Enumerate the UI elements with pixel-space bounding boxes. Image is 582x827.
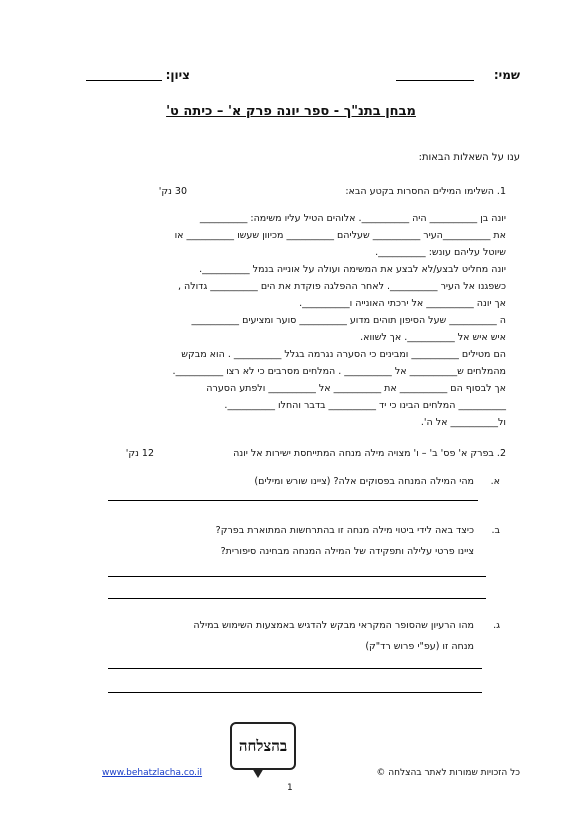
answer-line[interactable] <box>108 668 482 669</box>
q1-line: איש איש אל __________. אך לשווא. <box>360 332 506 343</box>
q1-points: 30 נק' <box>158 186 187 197</box>
footer-copyright: כל הזכויות שמורות לאתר בהצלחה © <box>376 768 520 778</box>
page-number: 1 <box>287 783 293 793</box>
q2a-text: מהי המילה המנחה בפסוקים אלה? (ציינו שורש ומילים) <box>254 476 474 487</box>
answer-line[interactable] <box>108 576 486 577</box>
q2c-letter: ג. <box>493 620 500 631</box>
page-title: מבחן בתנ"ך - ספר יונה פרק א' – כיתה ט' <box>166 104 416 119</box>
grade-field[interactable] <box>86 80 162 81</box>
q1-line: יונה מחליט לבצע/לא לבצע את המשימה ועולה על אונייה בנמל __________. <box>199 264 506 275</box>
q1-line: שיוטל עליהם עונש: __________. <box>375 247 506 258</box>
q2b-text2: ציינו פרטי עלילה ותפקידה של המילה המנחה מבחינה סיפורית? <box>220 546 474 557</box>
q1-line: יונה בן __________ היה __________. אלוהים הטיל עליו משימה: __________ <box>199 213 506 224</box>
q1-line: אך לבסוף הם __________ את __________ אל __________ ולפתע הסערה <box>206 383 506 394</box>
q1-line: מהמלחים ש__________ אל __________ . המלחים מסרבים כי לא רצו __________. <box>172 366 506 377</box>
q1-line: ה __________ שעל הסיפון תוהים מדוע __________ סוער ומציעים __________ <box>191 315 506 326</box>
q2c-text1: מהו הרעיון שהסופר המקראי מבקש להדגיש באמצעות השימוש במילה <box>193 620 474 631</box>
q2b-text1: כיצד באה לידי ביטוי מילה מנחה זו בהתרחשות המתוארת בפרק? <box>215 525 474 536</box>
instructions: ענו על השאלות הבאות: <box>418 152 520 163</box>
q1-line: את __________העיר __________ שעליהם __________ מכיוון שעשו __________ או <box>174 230 506 241</box>
q1-line: __________ המלחים הבינו כי יד __________ בדבר והחלו __________. <box>224 400 506 411</box>
q2-heading: 2. בפרק א' פס' ב' – ו' מצויה מילה מנחה המתייחסת ישירות אל יונה <box>233 448 506 459</box>
q1-line: הם מטילים __________ ומבינים כי הסערה נגרמה בגלל __________ . הוא מבקש <box>181 349 506 360</box>
grade-label: ציון: <box>165 68 190 82</box>
q1-line: אך יונה __________ אל ירכתי האונייה ו__________. <box>299 298 506 309</box>
answer-line[interactable] <box>108 598 486 599</box>
behatzlacha-logo: בהצלחה <box>230 722 296 770</box>
q2-points: 12 נק' <box>125 448 154 459</box>
q1-line: ול__________ אל ה'. <box>420 417 506 428</box>
q1-line: כשפגנו אל העיר __________. לאחר ההפלגה פוקדת את הים __________ גדולה , <box>177 281 506 292</box>
answer-line[interactable] <box>108 692 482 693</box>
footer-url-link[interactable]: www.behatzlacha.co.il <box>102 768 203 778</box>
name-label: שמי: <box>493 68 520 82</box>
q2b-letter: ב. <box>491 525 500 536</box>
q1-heading: 1. השלימו המילים החסרות בקטע הבא: <box>345 186 506 197</box>
answer-line[interactable] <box>108 500 478 501</box>
q2c-text2: מנחה זו (עפ"י פרוש רד"ק) <box>365 641 474 652</box>
name-field[interactable] <box>396 80 474 81</box>
q2a-letter: א. <box>490 476 500 487</box>
